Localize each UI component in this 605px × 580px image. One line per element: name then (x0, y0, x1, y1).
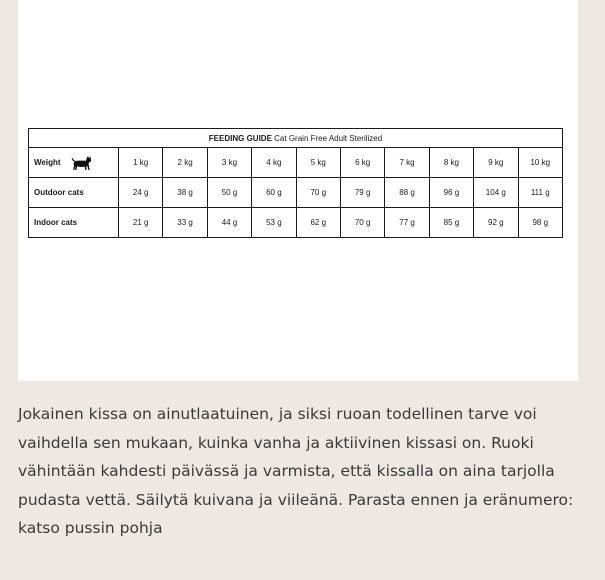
outdoor-cats-row (29, 178, 563, 208)
indoor-amount-cell: 92 g (474, 208, 518, 238)
weight-cell: 6 kg (340, 148, 384, 178)
outdoor-amount-cell: 96 g (429, 178, 473, 208)
cat-silhouette-icon (71, 155, 93, 171)
outdoor-amount-cell: 50 g (207, 178, 251, 208)
indoor-amount-cell: 62 g (296, 208, 340, 238)
feeding-guide-image (18, 0, 578, 381)
weight-row (29, 148, 563, 178)
outdoor-amount-cell: 111 g (518, 178, 562, 208)
weight-cell: 7 kg (385, 148, 429, 178)
outdoor-amount-cell: 70 g (296, 178, 340, 208)
indoor-amount-cell: 21 g (119, 208, 163, 238)
feeding-guide-table (28, 128, 563, 238)
table-title-rest: Cat Grain Free Adult Sterilized (274, 133, 383, 143)
table-title-row (29, 129, 563, 148)
feeding-description: Jokainen kissa on ainutlaatuinen, ja siksi ruoan todellinen tarve voi vaihdella sen mukaan, kuinka vanha ja aktiivinen kissasi on. Ruoki vähintään kahdesti päivässä ja varmista, että kissalla on aina tarjolla pudasta vettä. Säilytä kuivana ja viileänä. Parasta ennen ja eränumero: katso pussin pohja (18, 405, 574, 537)
indoor-amount-cell: 44 g (207, 208, 251, 238)
weight-header-cell (29, 148, 119, 178)
weight-cell: 3 kg (207, 148, 251, 178)
weight-cell: 2 kg (163, 148, 207, 178)
table-title (29, 129, 563, 148)
indoor-cats-label: Indoor cats (29, 208, 119, 238)
weight-cell: 9 kg (474, 148, 518, 178)
indoor-amount-cell: 85 g (429, 208, 473, 238)
outdoor-amount-cell: 60 g (252, 178, 296, 208)
indoor-amount-cell: 33 g (163, 208, 207, 238)
indoor-cats-row (29, 208, 563, 238)
weight-cell: 1 kg (119, 148, 163, 178)
weight-label: Weight (34, 157, 61, 167)
weight-cell: 4 kg (252, 148, 296, 178)
outdoor-amount-cell: 79 g (340, 178, 384, 208)
weight-cell: 5 kg (296, 148, 340, 178)
weight-cell: 10 kg (518, 148, 562, 178)
outdoor-cats-label: Outdoor cats (29, 178, 119, 208)
outdoor-amount-cell: 24 g (119, 178, 163, 208)
indoor-amount-cell: 53 g (252, 208, 296, 238)
weight-cell: 8 kg (429, 148, 473, 178)
table-title-bold: FEEDING GUIDE (208, 133, 272, 143)
indoor-amount-cell: 77 g (385, 208, 429, 238)
indoor-amount-cell: 70 g (340, 208, 384, 238)
outdoor-amount-cell: 38 g (163, 178, 207, 208)
indoor-amount-cell: 98 g (518, 208, 562, 238)
outdoor-amount-cell: 104 g (474, 178, 518, 208)
outdoor-amount-cell: 88 g (385, 178, 429, 208)
